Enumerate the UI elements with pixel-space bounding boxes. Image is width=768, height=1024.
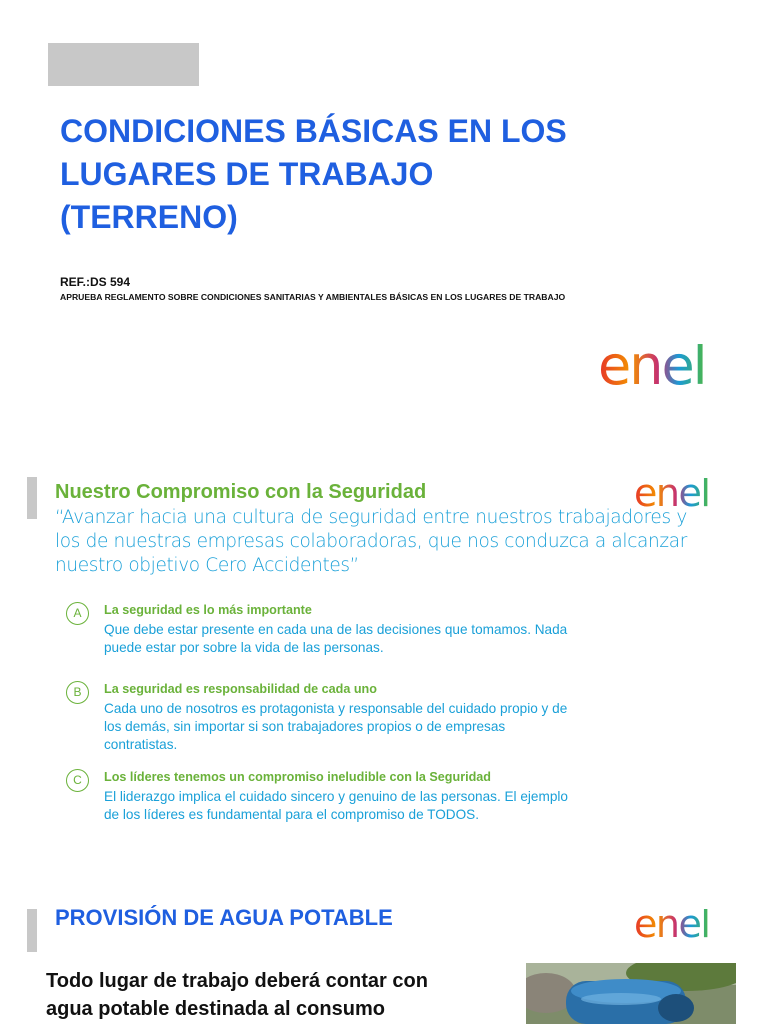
cover-title (60, 110, 700, 239)
reference-code: REF.:DS 594 (60, 275, 131, 289)
principle-line: Cada uno de nosotros es protagonista y responsable del cuidado propio y de (104, 701, 568, 716)
section-accent-bar (27, 909, 37, 952)
principle-body (104, 700, 604, 754)
cover-title-line: (TERRENO) (60, 199, 238, 235)
water-body-line: agua potable destinada al consumo (46, 998, 385, 1020)
principle-line: puede estar por sobre la vida de las personas. (104, 640, 384, 655)
principle-body (104, 621, 604, 657)
letter-badge: B (66, 681, 89, 704)
water-body-line: Todo lugar de trabajo deberá contar con (46, 970, 428, 992)
principle-line: Que debe estar presente en cada una de las decisiones que tomamos. Nada (104, 622, 568, 637)
commitment-quote: “Avanzar hacia una cultura de seguridad entre nuestros trabajadores y los de nuestras empresas colaboradoras, que nos conduzca a alcanzar nuestro objetivo Cero Accidentes” (55, 507, 687, 576)
principle-title: Los líderes tenemos un compromiso ineludible con la Seguridad (104, 770, 491, 784)
svg-text:enel: enel (634, 478, 710, 510)
principle-line: contratistas. (104, 737, 178, 752)
enel-logo (598, 344, 720, 388)
letter-badge: A (66, 602, 89, 625)
header-grey-block (48, 43, 199, 86)
section-accent-bar (27, 477, 37, 519)
enel-logo (634, 909, 720, 941)
letter-badge: C (66, 769, 89, 792)
svg-text:enel: enel (634, 909, 710, 941)
principle-line: los demás, sin importar si son trabajadores propios o de empresas (104, 719, 506, 734)
reference-description: APRUEBA REGLAMENTO SOBRE CONDICIONES SANITARIAS Y AMBIENTALES BÁSICAS EN LOS LUGARES DE TRABAJO (60, 292, 566, 302)
water-jug-photo (526, 963, 736, 1024)
cover-title-line: LUGARES DE TRABAJO (60, 156, 434, 192)
water-body (46, 967, 506, 1023)
principle-line: El liderazgo implica el cuidado sincero y genuino de las personas. El ejemplo (104, 789, 568, 804)
water-title: PROVISIÓN DE AGUA POTABLE (55, 905, 393, 930)
principle-line: de los líderes es fundamental para el compromiso de TODOS. (104, 807, 480, 822)
principle-title: La seguridad es responsabilidad de cada uno (104, 682, 377, 696)
principle-title: La seguridad es lo más importante (104, 603, 312, 617)
cover-title-line: CONDICIONES BÁSICAS EN LOS (60, 113, 567, 149)
principle-body (104, 788, 604, 824)
svg-text:enel: enel (598, 344, 706, 388)
commitment-title: Nuestro Compromiso con la Seguridad (55, 481, 427, 503)
